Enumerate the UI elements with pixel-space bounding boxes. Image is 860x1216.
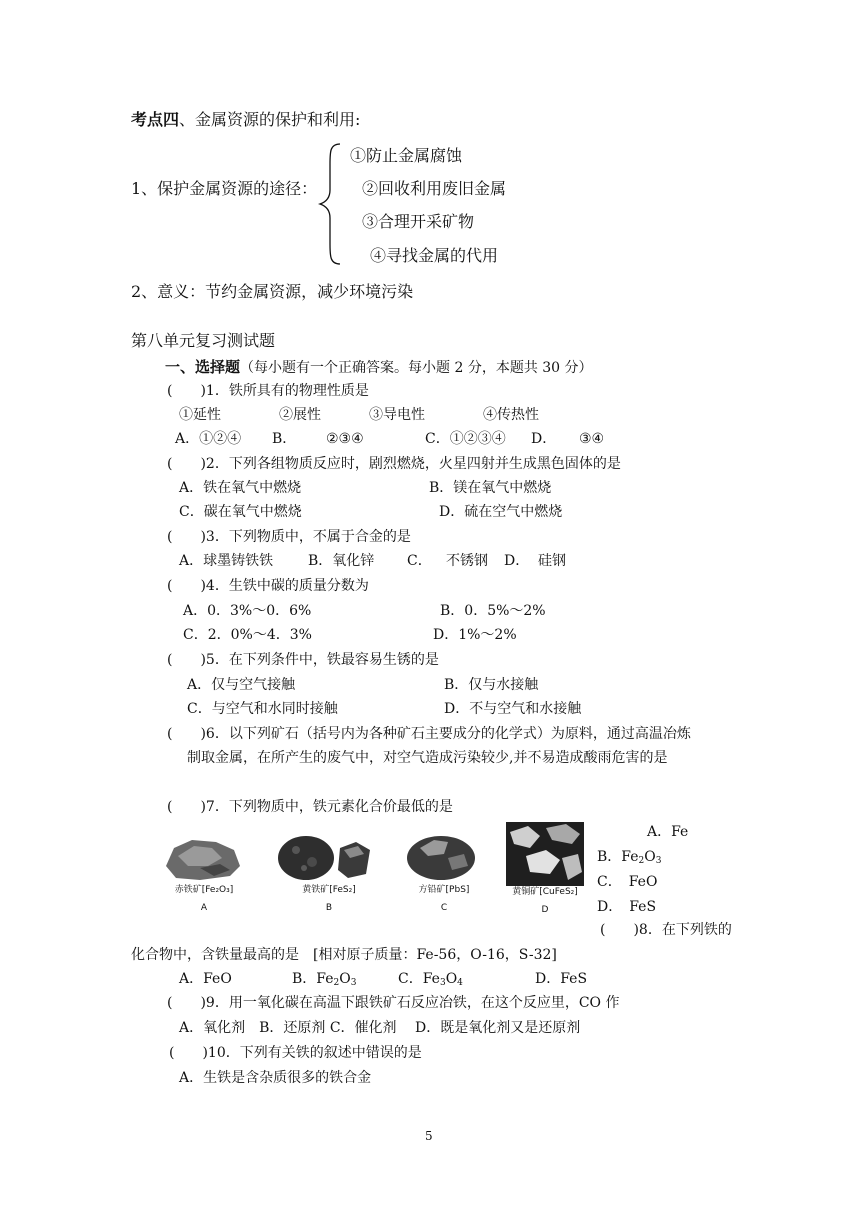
q3-option-a: A．球墨铸铁铁 — [179, 553, 274, 569]
part-note: （每小题有一个正确答案。每小题 2 分，本题共 30 分） — [240, 360, 593, 376]
q8-option-a: A．FeO — [179, 971, 232, 987]
q10-stem: ( )10．下列有关铁的叙述中错误的是 — [169, 1045, 422, 1061]
unit-title: 第八单元复习测试题 — [131, 331, 276, 350]
mineral-letter-a: A — [200, 903, 208, 913]
q1-prop-2: ②展性 — [279, 407, 321, 423]
q5-option-c: C．与空气和水同时接触 — [187, 701, 338, 717]
q2-option-d: D．硫在空气中燃烧 — [439, 504, 563, 520]
q2-option-a: A．铁在氧气中燃烧 — [179, 480, 302, 496]
q9-stem: ( )9．用一氧化碳在高温下跟铁矿石反应冶铁，在这个反应里，CO 作 — [167, 995, 620, 1011]
q8-option-c-mid: O — [445, 971, 458, 987]
q6-stem-line2: 制取金属，在所产生的废气中，对空气造成污染较少,并不易造成酸雨危害的是 — [187, 750, 668, 766]
q7-option-b-pre: B．Fe — [597, 849, 639, 865]
q2-option-b: B．镁在氧气中燃烧 — [429, 480, 552, 496]
q8-option-b-sub2: 3 — [350, 978, 357, 988]
q4-option-c: C．2．0%～4．3% — [183, 627, 312, 643]
q8-option-c — [398, 972, 463, 988]
q7-option-d: D． FeS — [597, 899, 657, 915]
q1-prop-1: ①延性 — [179, 407, 221, 423]
q4-option-d: D．1%～2% — [433, 627, 517, 643]
mineral-caption-a: 赤铁矿[Fe₂O₃] — [174, 885, 234, 895]
q8-option-c-sub1: 3 — [439, 978, 446, 988]
q3-option-c: C． — [407, 553, 432, 569]
q4-option-a: A．0．3%～0．6% — [183, 603, 312, 619]
q9-options: A．氧化剂 B．还原剂 C．催化剂 D．既是氧化剂又是还原剂 — [179, 1020, 581, 1036]
q4-option-b: B．0．5%～2% — [440, 603, 546, 619]
way-item-1: ①防止金属腐蚀 — [350, 146, 463, 165]
q8-option-b-sub1: 2 — [333, 978, 340, 988]
q5-option-d: D．不与空气和水接触 — [444, 701, 582, 717]
q7-option-b-mid: O — [644, 849, 656, 865]
chalcopyrite-image — [506, 822, 584, 886]
q5-stem: ( )5．在下列条件中，铁最容易生锈的是 — [167, 652, 439, 668]
q8-option-d: D．FeS — [535, 971, 588, 987]
mineral-letter-b: B — [325, 903, 333, 913]
q8-option-b-pre: B．Fe — [292, 971, 334, 987]
way-item-4: ④寻找金属的代用 — [370, 246, 499, 265]
q2-stem: ( )2．下列各组物质反应时，剧烈燃烧，火星四射并生成黑色固体的是 — [167, 456, 621, 472]
galena-image — [404, 832, 478, 882]
q8-option-c-pre: C．Fe — [398, 971, 440, 987]
q7-option-b — [597, 850, 661, 866]
q7-option-a: A．Fe — [647, 824, 689, 840]
section-title-bold: 考点四 — [131, 110, 180, 129]
way-item-3: ③合理开采矿物 — [362, 212, 475, 231]
hematite-image — [160, 836, 244, 882]
q8-option-c-sub2: 4 — [457, 978, 463, 988]
mineral-letter-c: C — [440, 903, 448, 913]
q2-option-c: C．碳在氧气中燃烧 — [179, 504, 302, 520]
q1-option-a: A．①②④ — [175, 431, 242, 447]
q8-option-b — [292, 972, 356, 988]
q7-stem: ( )7．下列物质中，铁元素化合价最低的是 — [167, 799, 453, 815]
q8-stem-line2: 化合物中，含铁量最高的是 [相对原子质量：Fe-56，O-16，S-32] — [131, 947, 557, 963]
q1-option-d-value: ③④ — [579, 431, 605, 447]
q8-stem-line1: ( )8．在下列铁的 — [600, 922, 732, 938]
q1-option-d: D． — [531, 431, 557, 447]
part-heading — [165, 360, 593, 375]
q5-option-b: B．仅与水接触 — [444, 677, 539, 693]
part-label: 一、选择题 — [165, 358, 241, 376]
pyrite-image — [274, 832, 374, 882]
q6-stem-line1: ( )6．以下列矿石（括号内为各种矿石主要成分的化学式）为原料，通过高温冶炼 — [167, 726, 691, 742]
q8-option-b-mid: O — [339, 971, 351, 987]
q3-option-d-value: 硅钢 — [538, 553, 566, 569]
q3-option-b: B．氧化锌 — [308, 553, 375, 569]
significance: 2、意义：节约金属资源，减少环境污染 — [131, 282, 414, 301]
section-title-rest: 、金属资源的保护和利用: — [179, 110, 361, 129]
q3-stem: ( )3．下列物质中，不属于合金的是 — [167, 529, 411, 545]
q7-option-b-sub2: 3 — [655, 856, 662, 866]
mineral-letter-d: D — [541, 905, 549, 915]
q4-stem: ( )4．生铁中碳的质量分数为 — [167, 578, 369, 594]
section-title — [131, 112, 360, 128]
q7-option-c: C． FeO — [597, 874, 658, 890]
q1-option-c: C．①②③④ — [425, 431, 506, 447]
q3-option-d: D． — [504, 553, 530, 569]
way-item-2: ②回收利用废旧金属 — [362, 179, 507, 198]
q10-option-a: A．生铁是含杂质很多的铁合金 — [179, 1070, 372, 1086]
q7-option-b-sub1: 2 — [638, 856, 645, 866]
mineral-caption-d: 黄铜矿[CuFeS₂] — [512, 887, 578, 897]
q1-stem: ( )1．铁所具有的物理性质是 — [167, 383, 369, 399]
q1-option-b: B． — [272, 431, 297, 447]
mineral-caption-b: 黄铁矿[FeS₂] — [302, 885, 356, 895]
curly-brace — [318, 142, 344, 266]
q1-option-b-value: ②③④ — [326, 431, 364, 447]
q3-option-c-value: 不锈钢 — [446, 553, 488, 569]
protection-ways-label: 1、保护金属资源的途径： — [131, 179, 318, 198]
q1-prop-4: ④传热性 — [483, 407, 539, 423]
q1-prop-3: ③导电性 — [369, 407, 425, 423]
q5-option-a: A．仅与空气接触 — [187, 677, 296, 693]
page-number: 5 — [425, 1129, 433, 1143]
mineral-caption-c: 方铅矿[PbS] — [418, 885, 470, 895]
